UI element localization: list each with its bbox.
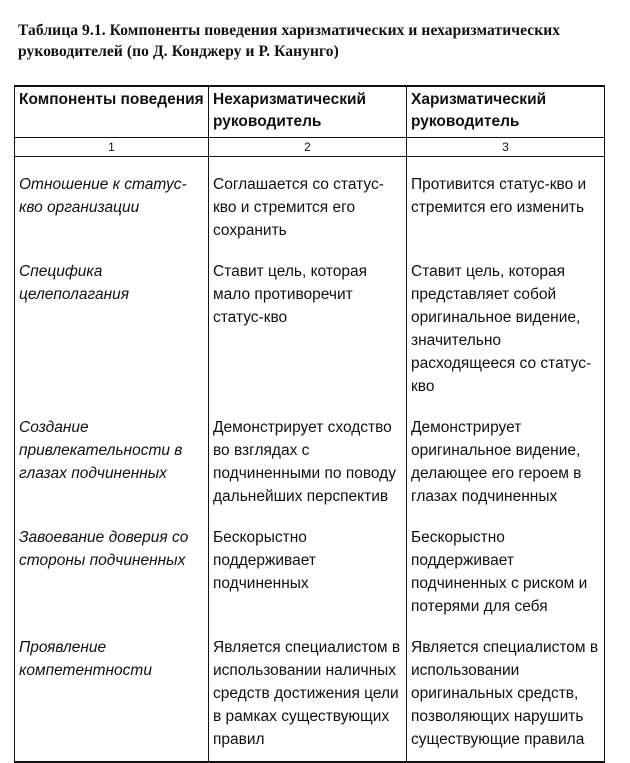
table-row	[15, 260, 605, 416]
row-charismatic: Ставит цель, которая представляет собой оригинальное видение, значительно расходящееся со статус-кво	[407, 260, 605, 416]
column-number: 2	[209, 138, 407, 157]
row-charismatic: Бескорыстно поддерживает подчиненных с риском и потерями для себя	[407, 526, 605, 636]
column-number: 1	[15, 138, 209, 157]
row-charismatic: Является специалистом в использовании оригинальных средств, позволяющих нарушить существующие правила	[407, 636, 605, 762]
table-row	[15, 157, 605, 261]
row-noncharismatic: Бескорыстно поддерживает подчиненных	[209, 526, 407, 636]
comparison-table	[14, 85, 605, 763]
table-row	[15, 636, 605, 762]
column-number-row	[15, 138, 605, 157]
table-caption: Таблица 9.1. Компоненты поведения харизматических и нехаризматических руководителей (по Д. Конджеру и Р. Канунго)	[18, 22, 561, 60]
row-charismatic: Демонстрирует оригинальное видение, делающее его героем в глазах подчиненных	[407, 416, 605, 526]
row-noncharismatic: Соглашается со статус-кво и стремится его сохранить	[209, 157, 407, 261]
row-noncharismatic: Демонстрирует сходство во взглядах с подчиненными по поводу дальнейших перспектив	[209, 416, 407, 526]
header-charismatic: Харизматический руководитель	[407, 86, 605, 138]
row-component: Создание привлекательности в глазах подчиненных	[15, 416, 209, 526]
row-noncharismatic: Является специалистом в использовании наличных средств достижения цели в рамках существующих правил	[209, 636, 407, 762]
row-noncharismatic: Ставит цель, которая мало противоречит статус-кво	[209, 260, 407, 416]
table-row	[15, 416, 605, 526]
row-component: Завоевание доверия со стороны подчиненных	[15, 526, 209, 636]
row-charismatic: Противится статус-кво и стремится его изменить	[407, 157, 605, 261]
column-number: 3	[407, 138, 605, 157]
row-component: Проявление компетентности	[15, 636, 209, 762]
header-components: Компоненты поведения	[15, 86, 209, 138]
row-component: Специфика целеполагания	[15, 260, 209, 416]
header-row	[15, 86, 605, 138]
header-noncharismatic: Нехаризматический руководитель	[209, 86, 407, 138]
row-component: Отношение к статус-кво организации	[15, 157, 209, 261]
table-row	[15, 526, 605, 636]
